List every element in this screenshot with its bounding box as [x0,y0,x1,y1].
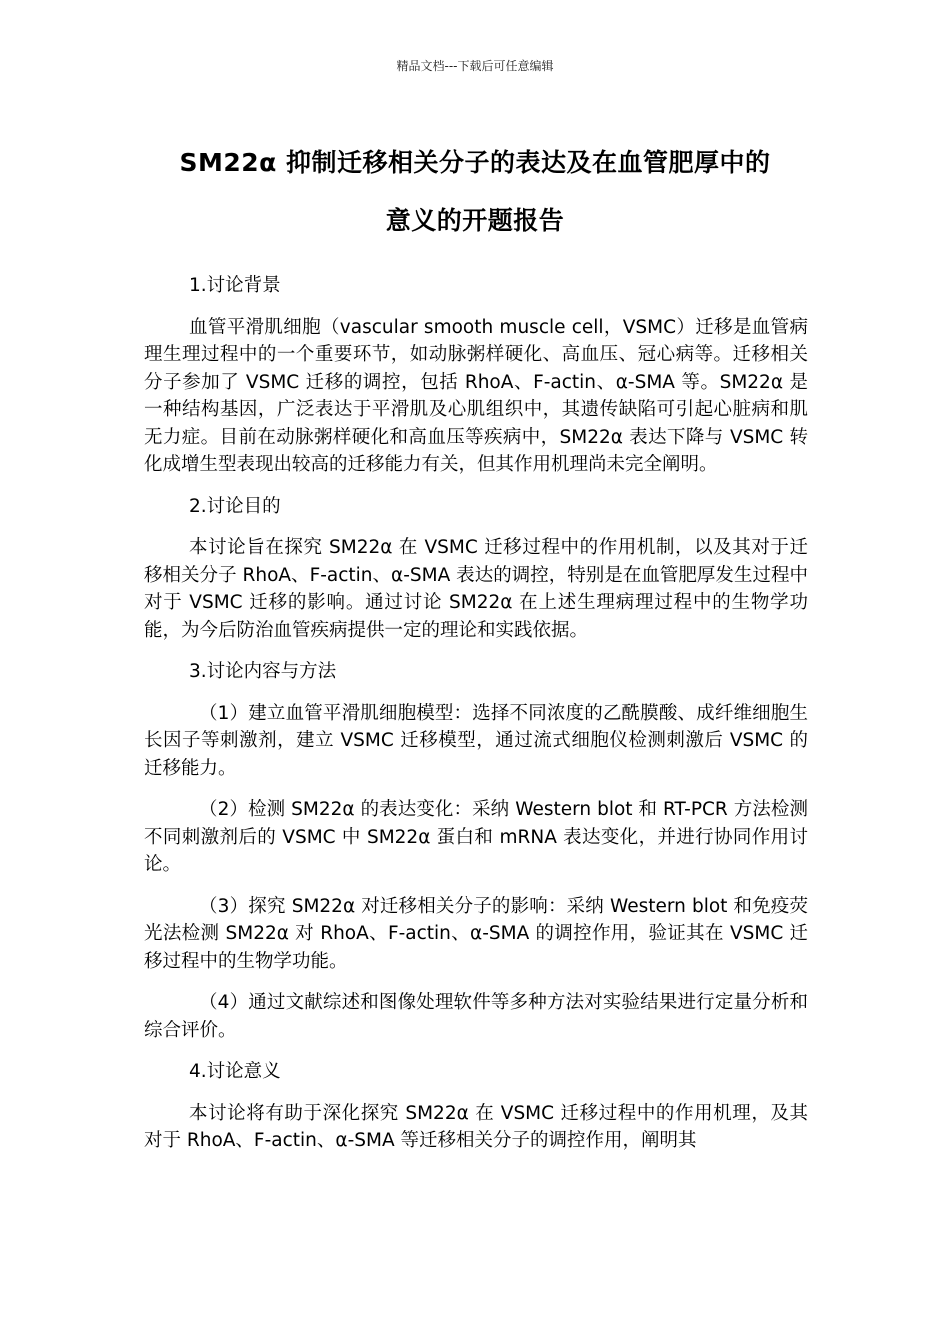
significance-paragraph: 本讨论将有助于深化探究 SM22α 在 VSMC 迁移过程中的作用机理，及其对于 RhoA、F-actin、α-SMA 等迁移相关分子的调控作用，阐明其 [144,1102,808,1151]
aim-paragraph: 本讨论旨在探究 SM22α 在 VSMC 迁移过程中的作用机制，以及其对于迁移相关分子 RhoA、F-actin、α-SMA 表达的调控，特别是在血管肥厚发生过程中对于 VSMC 迁移的影响。通过讨论 SM22α 在上述生理病理过程中的生物学功能，为今后防治血管疾病提供一定的理论和实践依据。 [144,537,808,641]
section-heading-background: 1.讨论背景 [189,275,281,296]
method-item-2: （2）检测 SM22α 的表达变化：采纳 Western blot 和 RT-PCR 方法检测不同刺激剂后的 VSMC 中 SM22α 蛋白和 mRNA 表达变化，并进行协同作用讨论。 [144,799,808,875]
document-title [100,134,850,250]
background-paragraph: 血管平滑肌细胞（vascular smooth muscle cell，VSMC）迁移是血管病理生理过程中的一个重要环节，如动脉粥样硬化、高血压、冠心病等。迁移相关分子参加了 VSMC 迁移的调控，包括 RhoA、F-actin、α-SMA 等。SM22α 是一种结构基因，广泛表达于平滑肌及心肌组织中，其遗传缺陷可引起心脏病和肌无力症。目前在动脉粥样硬化和高血压等疾病中，SM22α 表达下降与 VSMC 转化成增生型表现出较高的迁移能力有关，但其作用机理尚未完全阐明。 [144,316,808,475]
document-body [144,272,808,1169]
title-line-1: SM22α 抑制迁移相关分子的表达及在血管肥厚中的 [179,148,771,177]
section-heading-aim: 2.讨论目的 [189,495,281,517]
method-item-4: （4）通过文献综述和图像处理软件等多种方法对实验结果进行定量分析和综合评价。 [144,992,808,1041]
method-item-1: （1）建立血管平滑肌细胞模型：选择不同浓度的乙酰膜酸、成纤维细胞生长因子等刺激剂，建立 VSMC 迁移模型，通过流式细胞仪检测刺激后 VSMC 的迁移能力。 [144,702,808,779]
section-heading-methods: 3.讨论内容与方法 [189,661,337,682]
page-header: 精品文档---下载后可任意编辑 [396,59,554,73]
section-heading-significance: 4.讨论意义 [189,1061,281,1082]
method-item-3: （3）探究 SM22α 对迁移相关分子的影响：采纳 Western blot 和免疫荧光法检测 SM22α 对 RhoA、F-actin、α-SMA 的调控作用，验证其在 VSMC 迁移过程中的生物学功能。 [144,895,808,972]
title-line-2: 意义的开题报告 [385,206,565,235]
